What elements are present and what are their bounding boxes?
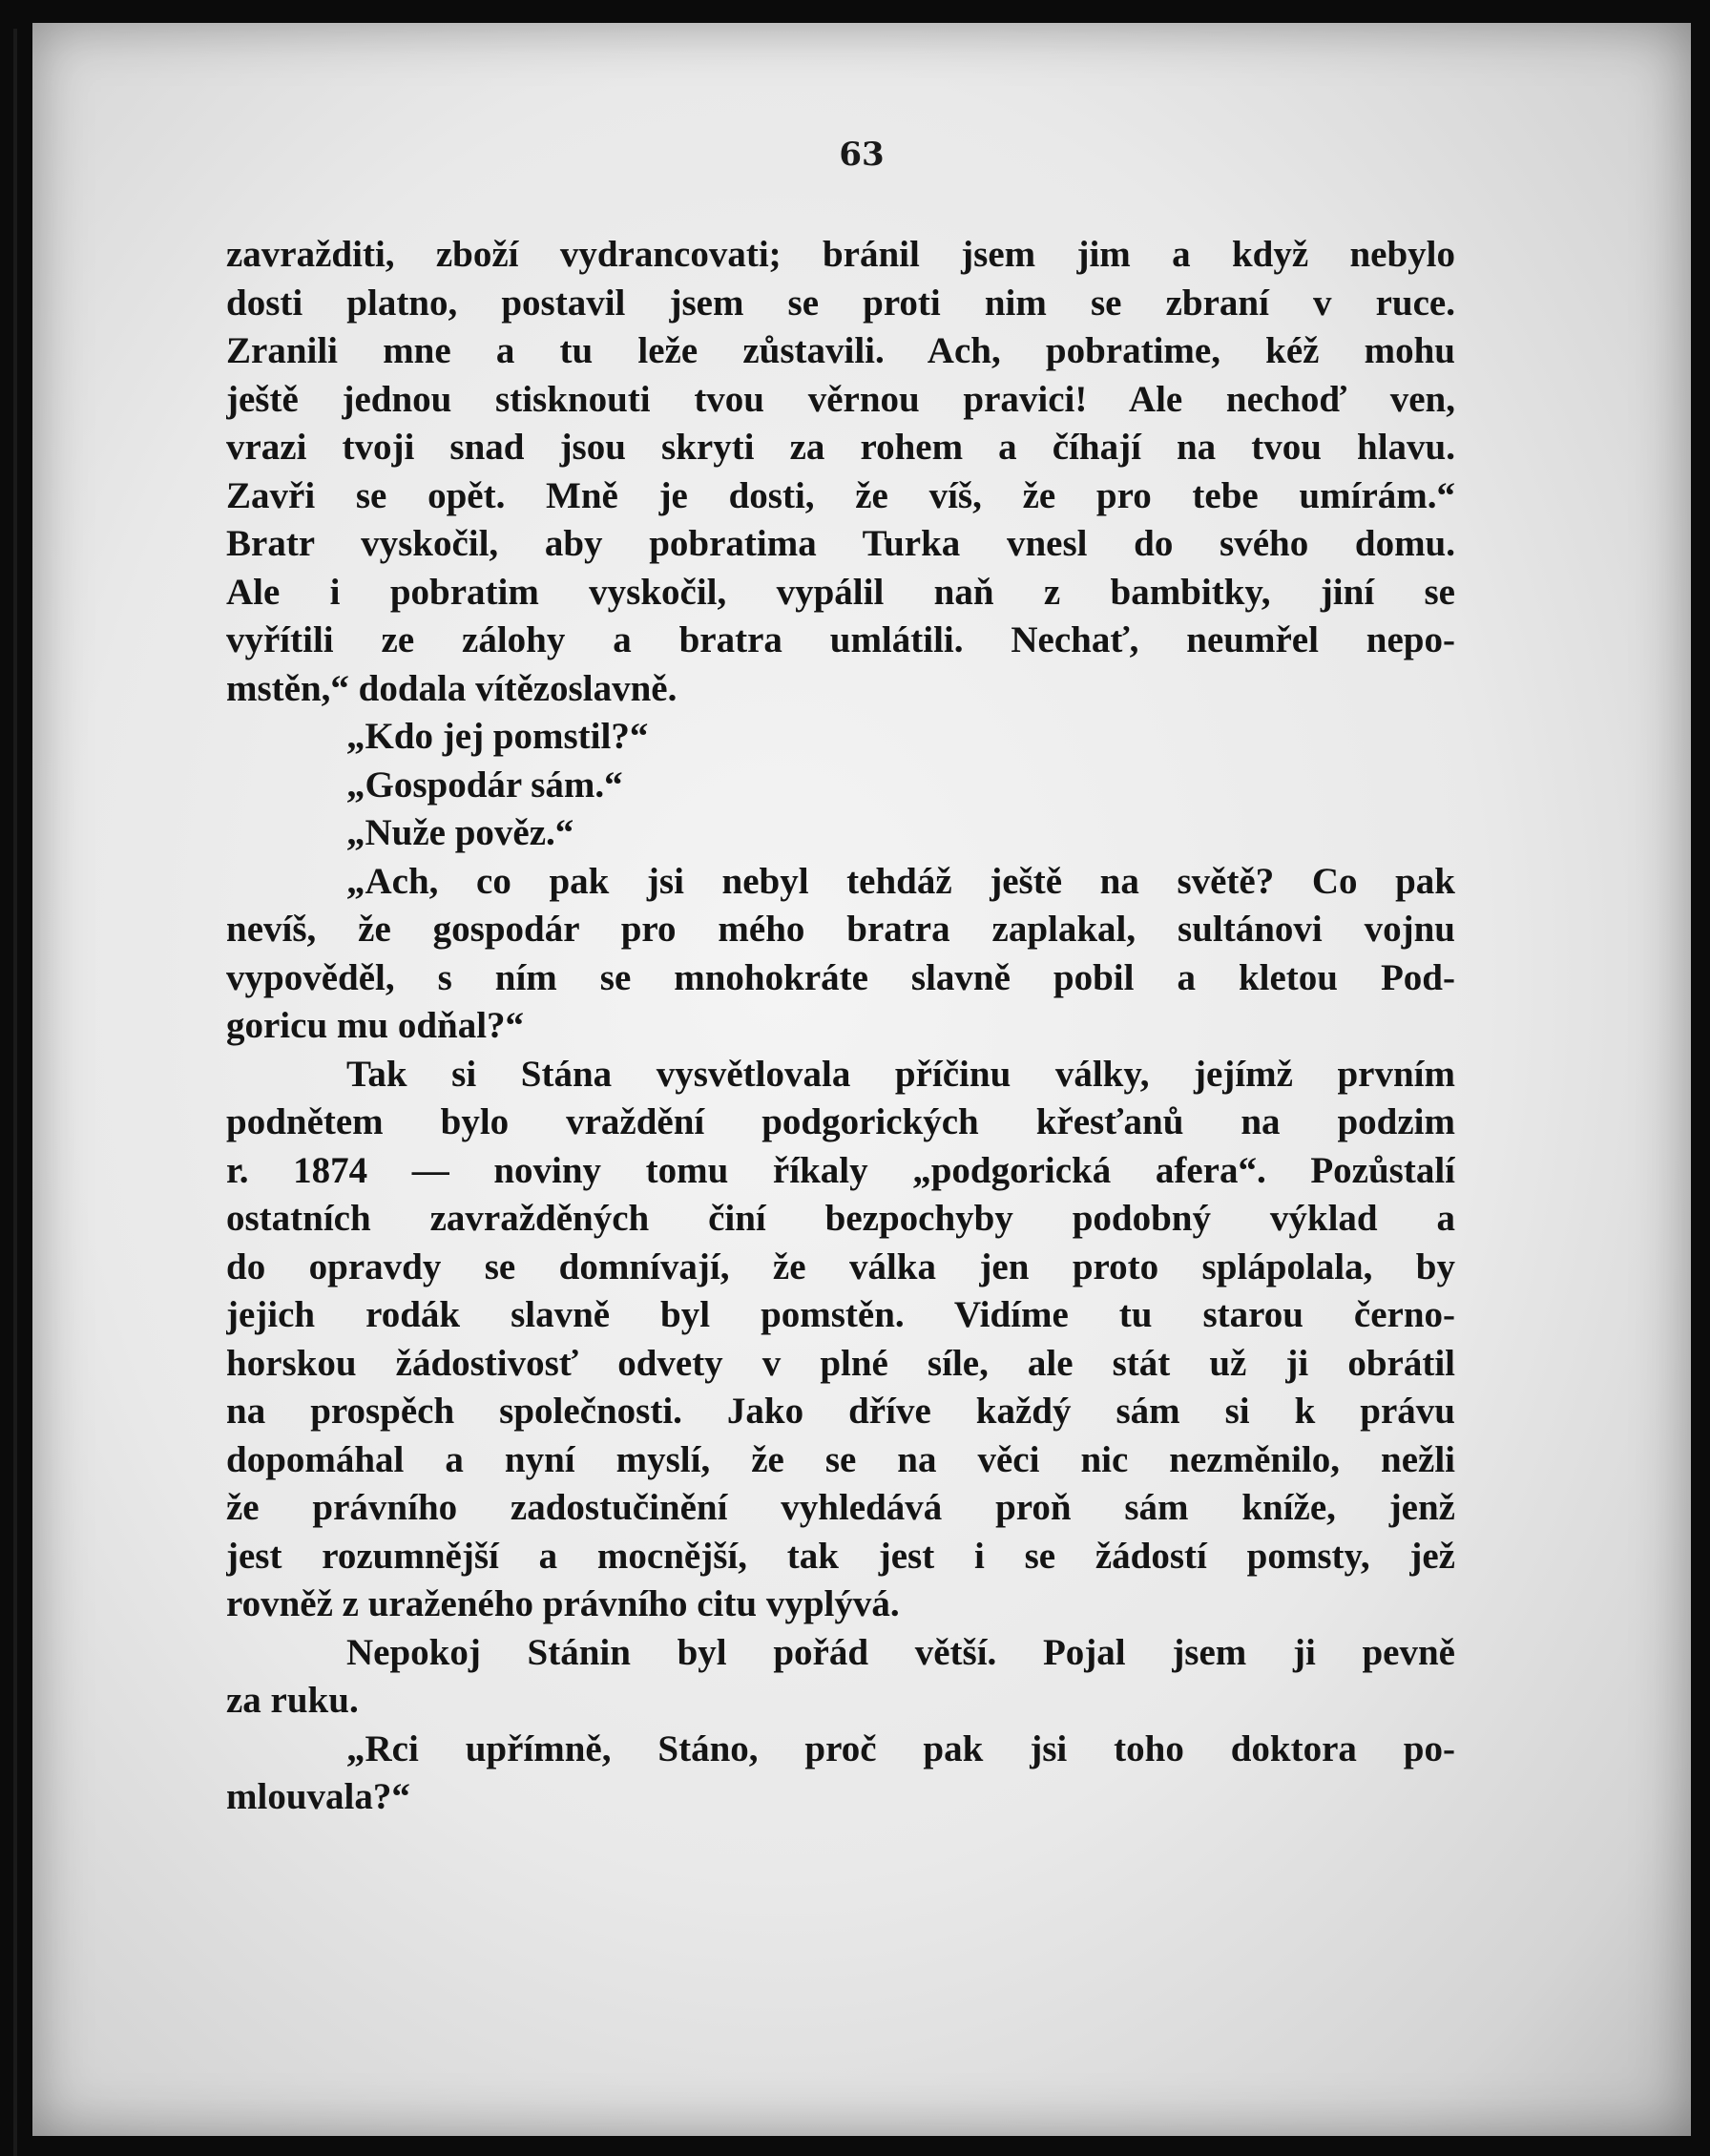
text-line: jest rozumnější a mocnější, tak jest i se žádostí pomsty, jež bbox=[226, 1535, 1455, 1577]
text-line: r. 1874 — noviny tomu říkaly „podgorická afera“. Pozůstalí bbox=[226, 1149, 1455, 1191]
body-text bbox=[226, 231, 1455, 1822]
text-line: dosti platno, postavil jsem se proti nim se zbraní v ruce. bbox=[226, 282, 1455, 324]
text-line: „Nuže pověz.“ bbox=[346, 812, 574, 853]
text-line: „Ach, co pak jsi nebyl tehdáž ještě na světě? Co pak bbox=[346, 860, 1455, 902]
book-page bbox=[32, 23, 1691, 2136]
text-line: jejich rodák slavně byl pomstěn. Vidíme tu starou černo- bbox=[226, 1294, 1455, 1335]
paragraph bbox=[226, 1051, 1455, 1629]
text-line: na prospěch společnosti. Jako dříve každý sám si k právu bbox=[226, 1391, 1455, 1432]
text-line: „Gospodár sám.“ bbox=[346, 764, 623, 806]
paragraph bbox=[226, 1726, 1455, 1822]
text-line: „Rci upřímně, Stáno, proč pak jsi toho doktora po- bbox=[346, 1727, 1455, 1769]
text-line: že právního zadostučinění vyhledává proň sám kníže, jenž bbox=[226, 1487, 1455, 1528]
text-line: podnětem bylo vraždění podgorických křesťanů na podzim bbox=[226, 1101, 1455, 1142]
text-line: za ruku. bbox=[226, 1680, 359, 1721]
text-line: mlouvala?“ bbox=[226, 1776, 410, 1817]
paragraph bbox=[226, 713, 1455, 762]
text-line: vyřítili ze zálohy a bratra umlátili. Nechať, neumřel nepo- bbox=[226, 619, 1455, 660]
paragraph bbox=[226, 231, 1455, 713]
text-line: „Kdo jej pomstil?“ bbox=[346, 716, 649, 757]
text-line: dopomáhal a nyní myslí, že se na věci nic nezměnilo, nežli bbox=[226, 1438, 1455, 1480]
paragraph bbox=[226, 762, 1455, 810]
text-line: Ale i pobratim vyskočil, vypálil naň z bambitky, jiní se bbox=[226, 571, 1455, 613]
text-line: vrazi tvoji snad jsou skryti za rohem a číhají na tvou hlavu. bbox=[226, 427, 1455, 468]
text-line: Zranili mne a tu leže zůstavili. Ach, pobratime, kéž mohu bbox=[226, 330, 1455, 371]
text-line: nevíš, že gospodár pro mého bratra zaplakal, sultánovi vojnu bbox=[226, 909, 1455, 950]
text-line: rovněž z uraženého právního citu vyplývá. bbox=[226, 1583, 900, 1624]
text-line: vypověděl, s ním se mnohokráte slavně pobil a kletou Pod- bbox=[226, 956, 1455, 998]
text-line: ještě jednou stisknouti tvou věrnou pravici! Ale nechoď ven, bbox=[226, 378, 1455, 420]
text-line: Bratr vyskočil, aby pobratima Turka vnesl do svého domu. bbox=[226, 523, 1455, 564]
text-line: Tak si Stána vysvětlovala příčinu války, jejímž prvním bbox=[346, 1053, 1455, 1095]
text-line: zavražditi, zboží vydrancovati; bránil jsem jim a když nebylo bbox=[226, 234, 1455, 275]
paragraph bbox=[226, 809, 1455, 858]
binding-edge bbox=[13, 29, 17, 2156]
text-line: Zavři se opět. Mně je dosti, že víš, že pro tebe umírám.“ bbox=[226, 474, 1455, 516]
text-line: do opravdy se domnívají, že válka jen proto splápolala, by bbox=[226, 1245, 1455, 1287]
paragraph bbox=[226, 858, 1455, 1051]
text-line: ostatních zavražděných činí bezpochyby podobný výklad a bbox=[226, 1198, 1455, 1239]
text-line: mstěn,“ dodala vítězoslavně. bbox=[226, 667, 678, 709]
text-line: Nepokoj Stánin byl pořád větší. Pojal jsem ji pevně bbox=[346, 1631, 1455, 1673]
page-number: 63 bbox=[839, 136, 885, 174]
text-line: horskou žádostivosť odvety v plné síle, ale stát už ji obrátil bbox=[226, 1342, 1455, 1384]
text-line: goricu mu odňal?“ bbox=[226, 1005, 525, 1046]
paragraph bbox=[226, 1629, 1455, 1726]
